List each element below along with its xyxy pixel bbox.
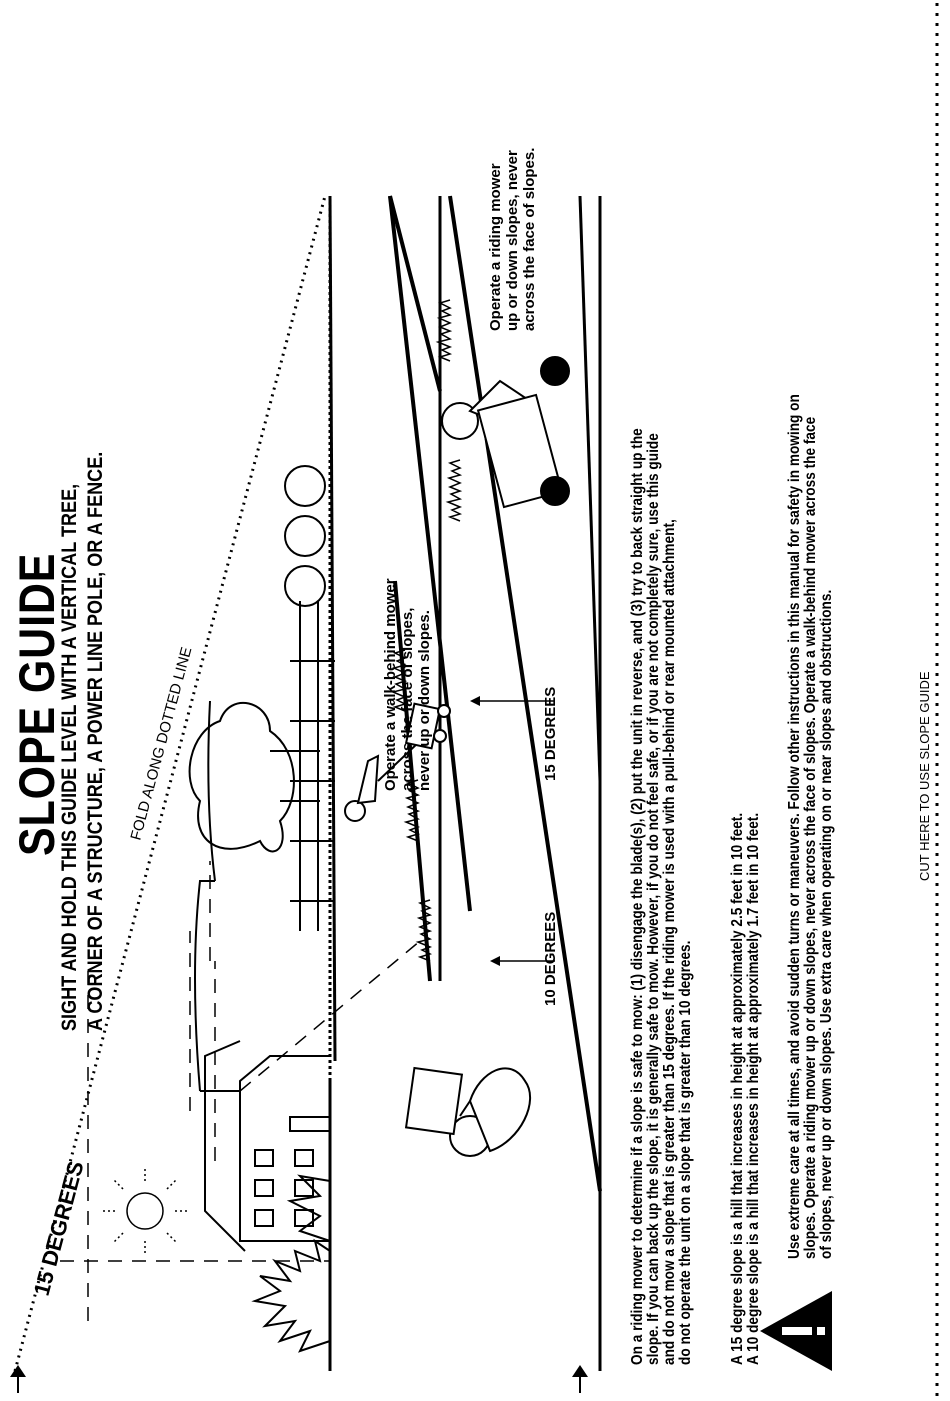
riding-mower-icon bbox=[442, 357, 569, 507]
fence bbox=[290, 601, 335, 931]
riding-mower-note bbox=[487, 148, 538, 331]
svg-text:up or down slopes, never: up or down slopes, never bbox=[504, 150, 521, 331]
shrub-icon bbox=[285, 466, 325, 606]
svg-text:across the face of slopes,: across the face of slopes, bbox=[399, 607, 416, 791]
page-title: SLOPE GUIDE bbox=[9, 552, 65, 856]
warning-line: Use extreme care at all times, and avoid sudden turns or maneuvers. Follow other instructions in this manual for safety in mowing on bbox=[786, 394, 803, 1259]
paragraph-line: slope. If you can back up the slope, it is generally safe to mow. However, if you do not feel safe, or if you are not completely sure, use this guide bbox=[645, 433, 662, 1365]
angle-label-15: 15 DEGREES bbox=[542, 686, 559, 781]
paragraph-line: On a riding mower to determine if a slope is safe to mow: (1) disengage the blade(s), (2) put the unit in reverse, and (3) try to back straight up the bbox=[629, 428, 646, 1365]
arrow-icon bbox=[572, 1365, 588, 1377]
bush-icon bbox=[255, 1176, 330, 1351]
paragraph-line: do not operate the unit on a slope that is greater than 10 degrees. bbox=[677, 940, 694, 1365]
slope-ground-line bbox=[450, 196, 600, 1191]
instruction-line-2: A CORNER OF A STRUCTURE, A POWER LINE POLE, OR A FENCE. bbox=[84, 451, 107, 1031]
angle-label-top: 15 DEGREES bbox=[28, 1158, 89, 1299]
svg-text:Operate a walk-behind mower: Operate a walk-behind mower bbox=[382, 578, 399, 791]
slope-15-walk-line bbox=[390, 196, 470, 911]
walk-behind-note bbox=[382, 578, 433, 791]
person-sighting-icon bbox=[406, 1068, 530, 1156]
fold-label: FOLD ALONG DOTTED LINE bbox=[127, 645, 196, 843]
svg-text:Operate a riding mower: Operate a riding mower bbox=[487, 163, 504, 331]
paragraph-line: and do not mow a slope that is greater than 15 degrees. If the riding mower is used with a pull-behind or rear mounted attachment, bbox=[661, 519, 678, 1365]
warning-line: of slopes, never up or down slopes. Use extra care when operating on or near slopes and obstructions. bbox=[818, 589, 835, 1259]
slope-fact-15: A 15 degree slope is a hill that increases in height at approximately 2.5 feet in 10 feet. bbox=[729, 812, 746, 1365]
warning-triangle-icon bbox=[760, 1291, 832, 1371]
house-icon bbox=[205, 1041, 330, 1251]
cut-label: CUT HERE TO USE SLOPE GUIDE bbox=[917, 671, 932, 881]
svg-text:across the face of slopes.: across the face of slopes. bbox=[521, 147, 538, 331]
arrow-icon bbox=[10, 1365, 26, 1377]
slope-fact-10: A 10 degree slope is a hill that increases in height at approximately 1.7 feet in 10 feet. bbox=[745, 812, 762, 1365]
power-pole-icon bbox=[195, 701, 240, 1091]
svg-text:never up or down slopes.: never up or down slopes. bbox=[416, 610, 433, 791]
instruction-line-1: SIGHT AND HOLD THIS GUIDE LEVEL WITH A VERTICAL TREE, bbox=[58, 483, 81, 1031]
warning-text bbox=[787, 394, 835, 1259]
warning-line: slopes. Operate a riding mower up or down slopes, never across the face of slopes. Operate a walk-behind mower across the face bbox=[802, 416, 819, 1259]
sun-icon bbox=[100, 1166, 190, 1256]
safety-paragraph bbox=[630, 406, 694, 1365]
angle-label-10: 10 DEGREES bbox=[542, 911, 559, 1006]
